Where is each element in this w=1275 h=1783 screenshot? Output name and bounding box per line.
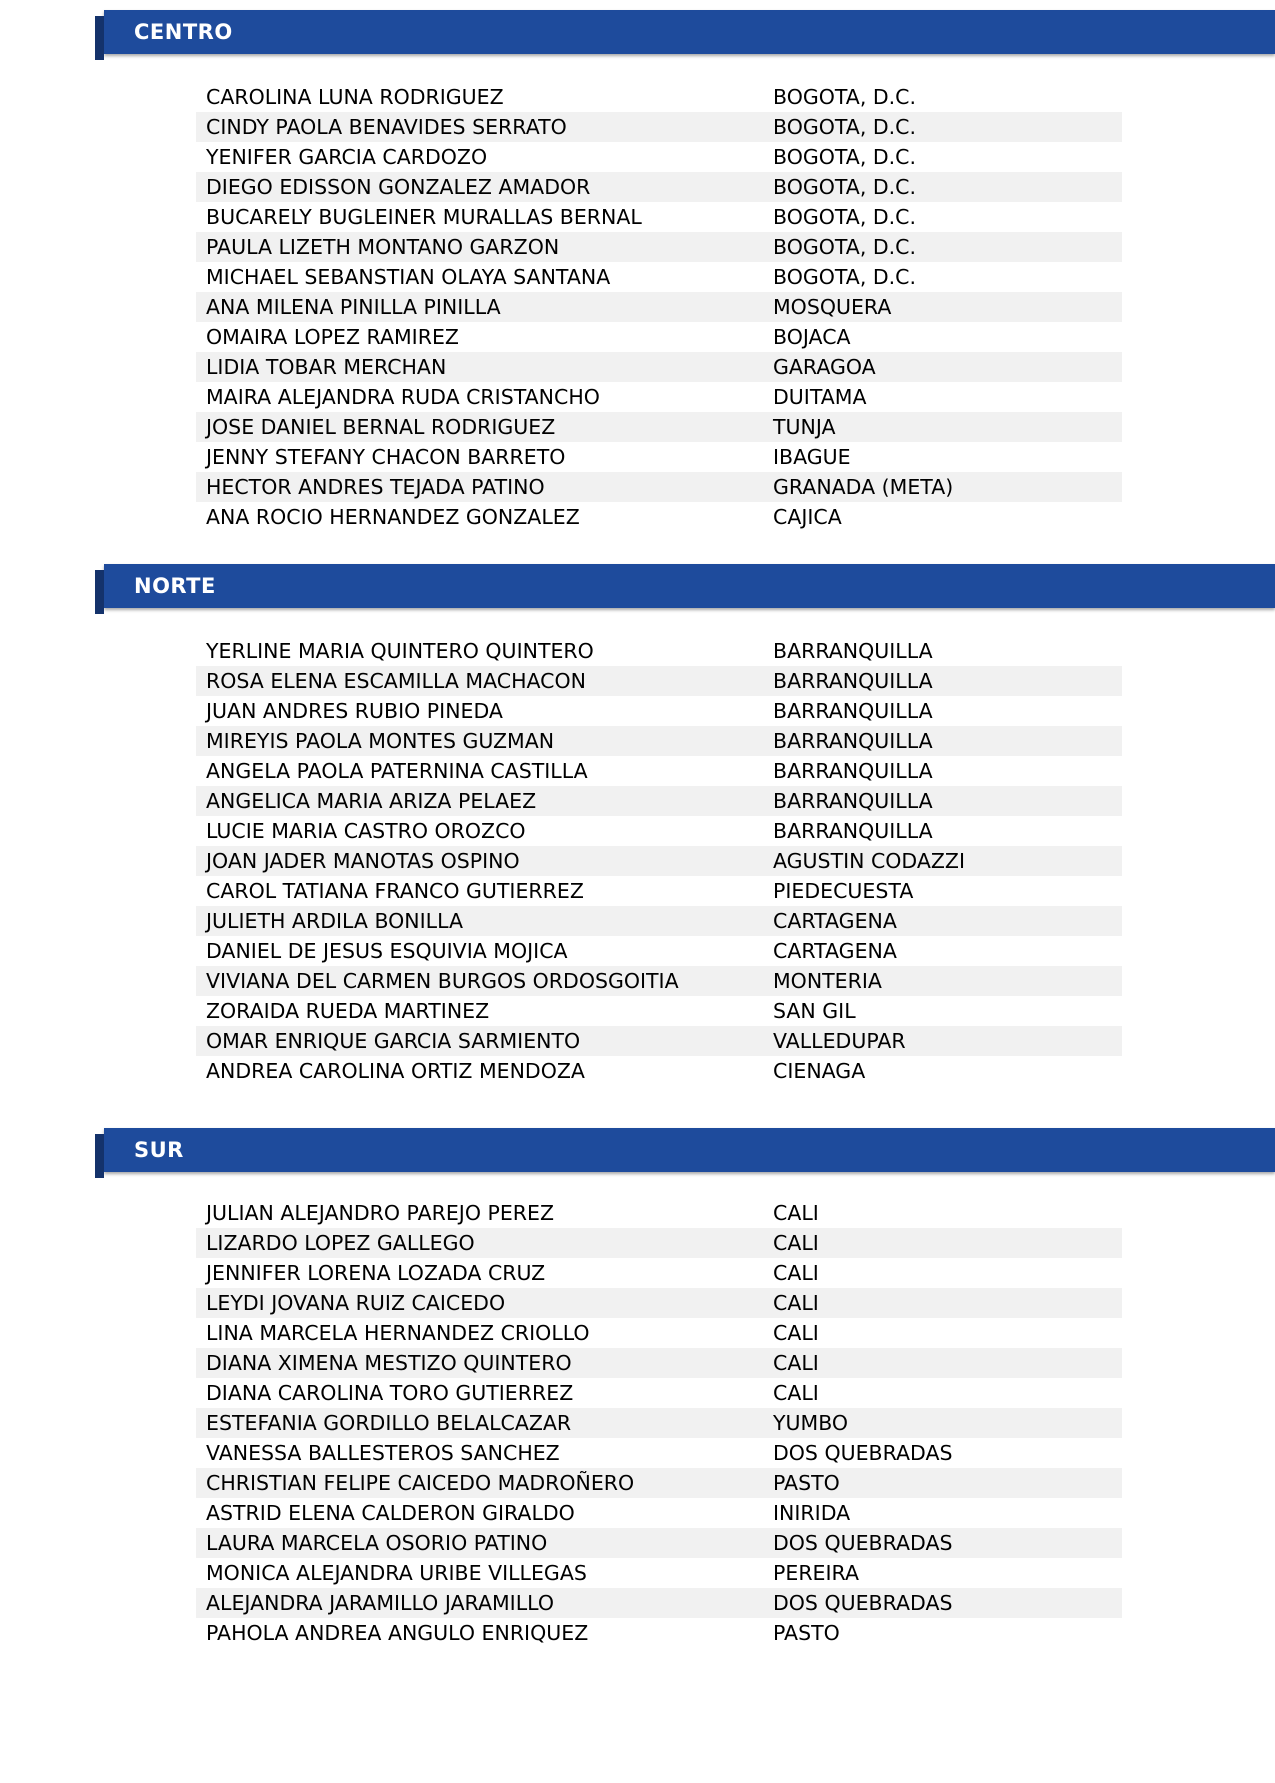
participant-name: CINDY PAOLA BENAVIDES SERRATO — [206, 115, 567, 139]
participant-city: PIEDECUESTA — [773, 879, 914, 903]
table-row — [196, 1288, 1122, 1318]
participant-name: LIDIA TOBAR MERCHAN — [206, 355, 447, 379]
participant-city: MONTERIA — [773, 969, 882, 993]
table-row — [196, 1258, 1122, 1288]
table-row — [196, 1468, 1122, 1498]
participant-city: CIENAGA — [773, 1059, 866, 1083]
section-title: SUR — [134, 1138, 184, 1162]
participant-name: LAURA MARCELA OSORIO PATINO — [206, 1531, 548, 1555]
participant-name: MAIRA ALEJANDRA RUDA CRISTANCHO — [206, 385, 600, 409]
between-sections-gap — [0, 532, 1275, 564]
table-row — [196, 382, 1122, 412]
table-row — [196, 846, 1122, 876]
table-row — [196, 876, 1122, 906]
participant-city: PASTO — [773, 1471, 840, 1495]
section-header-norte — [104, 564, 1275, 608]
participant-city: BARRANQUILLA — [773, 789, 933, 813]
participant-city: VALLEDUPAR — [773, 1029, 906, 1053]
table-row — [196, 1198, 1122, 1228]
participant-city: CALI — [773, 1231, 819, 1255]
table-row — [196, 1588, 1122, 1618]
table-row — [196, 786, 1122, 816]
participant-city: CALI — [773, 1201, 819, 1225]
participant-name: LIZARDO LOPEZ GALLEGO — [206, 1231, 475, 1255]
participant-city: CALI — [773, 1321, 819, 1345]
participant-city: BOJACA — [773, 325, 851, 349]
section-title: CENTRO — [134, 20, 233, 44]
table-row — [196, 1528, 1122, 1558]
participant-name: JULIETH ARDILA BONILLA — [206, 909, 464, 933]
table-row — [196, 1378, 1122, 1408]
participant-city: CARTAGENA — [773, 939, 897, 963]
table-row — [196, 1438, 1122, 1468]
participant-name: CAROL TATIANA FRANCO GUTIERREZ — [206, 879, 584, 903]
table-row — [196, 202, 1122, 232]
table-row — [196, 322, 1122, 352]
section-gap — [0, 608, 1275, 636]
participant-city: CALI — [773, 1261, 819, 1285]
table-row — [196, 756, 1122, 786]
participant-name: JULIAN ALEJANDRO PAREJO PEREZ — [206, 1201, 555, 1225]
participant-city: PASTO — [773, 1621, 840, 1645]
table-row — [196, 936, 1122, 966]
table-row — [196, 906, 1122, 936]
section-gap — [0, 1172, 1275, 1198]
table-row — [196, 726, 1122, 756]
participant-name: ANDREA CAROLINA ORTIZ MENDOZA — [206, 1059, 585, 1083]
participant-name: ANGELA PAOLA PATERNINA CASTILLA — [206, 759, 588, 783]
participant-name: DIANA CAROLINA TORO GUTIERREZ — [206, 1381, 574, 1405]
participant-city: SAN GIL — [773, 999, 856, 1023]
table-row — [196, 82, 1122, 112]
participant-name: ANA ROCIO HERNANDEZ GONZALEZ — [206, 505, 580, 529]
section-header-sur — [104, 1128, 1275, 1172]
participant-name: DIEGO EDISSON GONZALEZ AMADOR — [206, 175, 591, 199]
participant-name: ANGELICA MARIA ARIZA PELAEZ — [206, 789, 537, 813]
participant-city: DOS QUEBRADAS — [773, 1441, 953, 1465]
table-row — [196, 352, 1122, 382]
participant-city: DOS QUEBRADAS — [773, 1531, 953, 1555]
participant-city: MOSQUERA — [773, 295, 892, 319]
participant-city: CALI — [773, 1351, 819, 1375]
section-centro — [0, 10, 1275, 532]
participant-city: YUMBO — [773, 1411, 849, 1435]
participant-name: HECTOR ANDRES TEJADA PATINO — [206, 475, 545, 499]
table-row — [196, 412, 1122, 442]
participant-name: JENNY STEFANY CHACON BARRETO — [206, 445, 566, 469]
section-norte — [0, 564, 1275, 1086]
participant-name: VANESSA BALLESTEROS SANCHEZ — [206, 1441, 560, 1465]
table-row — [196, 1056, 1122, 1086]
section-header-centro — [104, 10, 1275, 54]
table-row — [196, 262, 1122, 292]
participant-city: GARAGOA — [773, 355, 876, 379]
participant-name: MONICA ALEJANDRA URIBE VILLEGAS — [206, 1561, 587, 1585]
participant-city: CAJICA — [773, 505, 842, 529]
participant-name: JUAN ANDRES RUBIO PINEDA — [206, 699, 503, 723]
table-row — [196, 996, 1122, 1026]
participant-name: PAHOLA ANDREA ANGULO ENRIQUEZ — [206, 1621, 589, 1645]
table-row — [196, 172, 1122, 202]
participant-name: JOAN JADER MANOTAS OSPINO — [206, 849, 520, 873]
participant-city: BARRANQUILLA — [773, 639, 933, 663]
participants-table-norte — [196, 636, 1122, 1086]
top-spacer — [0, 0, 1275, 10]
participant-name: LEYDI JOVANA RUIZ CAICEDO — [206, 1291, 506, 1315]
participant-name: YENIFER GARCIA CARDOZO — [206, 145, 488, 169]
participant-city: BOGOTA, D.C. — [773, 265, 916, 289]
participant-name: MICHAEL SEBANSTIAN OLAYA SANTANA — [206, 265, 611, 289]
participant-name: DANIEL DE JESUS ESQUIVIA MOJICA — [206, 939, 568, 963]
participant-city: BOGOTA, D.C. — [773, 115, 916, 139]
participant-name: MIREYIS PAOLA MONTES GUZMAN — [206, 729, 555, 753]
participant-city: BOGOTA, D.C. — [773, 235, 916, 259]
participant-name: CHRISTIAN FELIPE CAICEDO MADROÑERO — [206, 1471, 635, 1495]
participant-name: OMAIRA LOPEZ RAMIREZ — [206, 325, 459, 349]
participant-name: ANA MILENA PINILLA PINILLA — [206, 295, 501, 319]
participant-city: CALI — [773, 1381, 819, 1405]
participant-city: BARRANQUILLA — [773, 759, 933, 783]
participant-city: BOGOTA, D.C. — [773, 175, 916, 199]
participant-name: JENNIFER LORENA LOZADA CRUZ — [206, 1261, 546, 1285]
between-sections-gap — [0, 1086, 1275, 1128]
table-row — [196, 1408, 1122, 1438]
participant-name: BUCARELY BUGLEINER MURALLAS BERNAL — [206, 205, 642, 229]
participant-city: BOGOTA, D.C. — [773, 145, 916, 169]
participant-city: DUITAMA — [773, 385, 867, 409]
participant-name: VIVIANA DEL CARMEN BURGOS ORDOSGOITIA — [206, 969, 679, 993]
table-row — [196, 696, 1122, 726]
participant-name: ROSA ELENA ESCAMILLA MACHACON — [206, 669, 586, 693]
participant-name: ASTRID ELENA CALDERON GIRALDO — [206, 1501, 575, 1525]
table-row — [196, 292, 1122, 322]
table-row — [196, 1618, 1122, 1648]
participant-city: TUNJA — [773, 415, 836, 439]
participant-city: BARRANQUILLA — [773, 669, 933, 693]
participants-table-centro — [196, 82, 1122, 532]
participant-name: OMAR ENRIQUE GARCIA SARMIENTO — [206, 1029, 581, 1053]
table-row — [196, 442, 1122, 472]
participant-name: LUCIE MARIA CASTRO OROZCO — [206, 819, 526, 843]
participant-name: DIANA XIMENA MESTIZO QUINTERO — [206, 1351, 572, 1375]
participant-city: BOGOTA, D.C. — [773, 205, 916, 229]
table-row — [196, 1228, 1122, 1258]
table-row — [196, 142, 1122, 172]
participant-name: ALEJANDRA JARAMILLO JARAMILLO — [206, 1591, 554, 1615]
table-row — [196, 1026, 1122, 1056]
table-row — [196, 472, 1122, 502]
participant-city: CALI — [773, 1291, 819, 1315]
participant-city: DOS QUEBRADAS — [773, 1591, 953, 1615]
section-sur — [0, 1128, 1275, 1648]
participant-city: IBAGUE — [773, 445, 851, 469]
participant-name: PAULA LIZETH MONTANO GARZON — [206, 235, 560, 259]
participant-name: CAROLINA LUNA RODRIGUEZ — [206, 85, 504, 109]
table-row — [196, 1348, 1122, 1378]
table-row — [196, 1318, 1122, 1348]
section-title: NORTE — [134, 574, 216, 598]
participant-name: ZORAIDA RUEDA MARTINEZ — [206, 999, 490, 1023]
participant-city: INIRIDA — [773, 1501, 851, 1525]
section-gap — [0, 54, 1275, 82]
participant-city: BARRANQUILLA — [773, 729, 933, 753]
table-row — [196, 502, 1122, 532]
table-row — [196, 112, 1122, 142]
table-row — [196, 666, 1122, 696]
participant-city: CARTAGENA — [773, 909, 897, 933]
participants-table-sur — [196, 1198, 1122, 1648]
participant-name: JOSE DANIEL BERNAL RODRIGUEZ — [206, 415, 556, 439]
participant-city: BARRANQUILLA — [773, 699, 933, 723]
participant-city: GRANADA (META) — [773, 475, 954, 499]
participant-name: LINA MARCELA HERNANDEZ CRIOLLO — [206, 1321, 590, 1345]
table-row — [196, 816, 1122, 846]
table-row — [196, 232, 1122, 262]
participant-city: BARRANQUILLA — [773, 819, 933, 843]
table-row — [196, 636, 1122, 666]
participant-name: YERLINE MARIA QUINTERO QUINTERO — [206, 639, 594, 663]
table-row — [196, 966, 1122, 996]
table-row — [196, 1498, 1122, 1528]
table-row — [196, 1558, 1122, 1588]
participant-city: AGUSTIN CODAZZI — [773, 849, 966, 873]
participant-name: ESTEFANIA GORDILLO BELALCAZAR — [206, 1411, 572, 1435]
participant-city: BOGOTA, D.C. — [773, 85, 916, 109]
participant-city: PEREIRA — [773, 1561, 859, 1585]
